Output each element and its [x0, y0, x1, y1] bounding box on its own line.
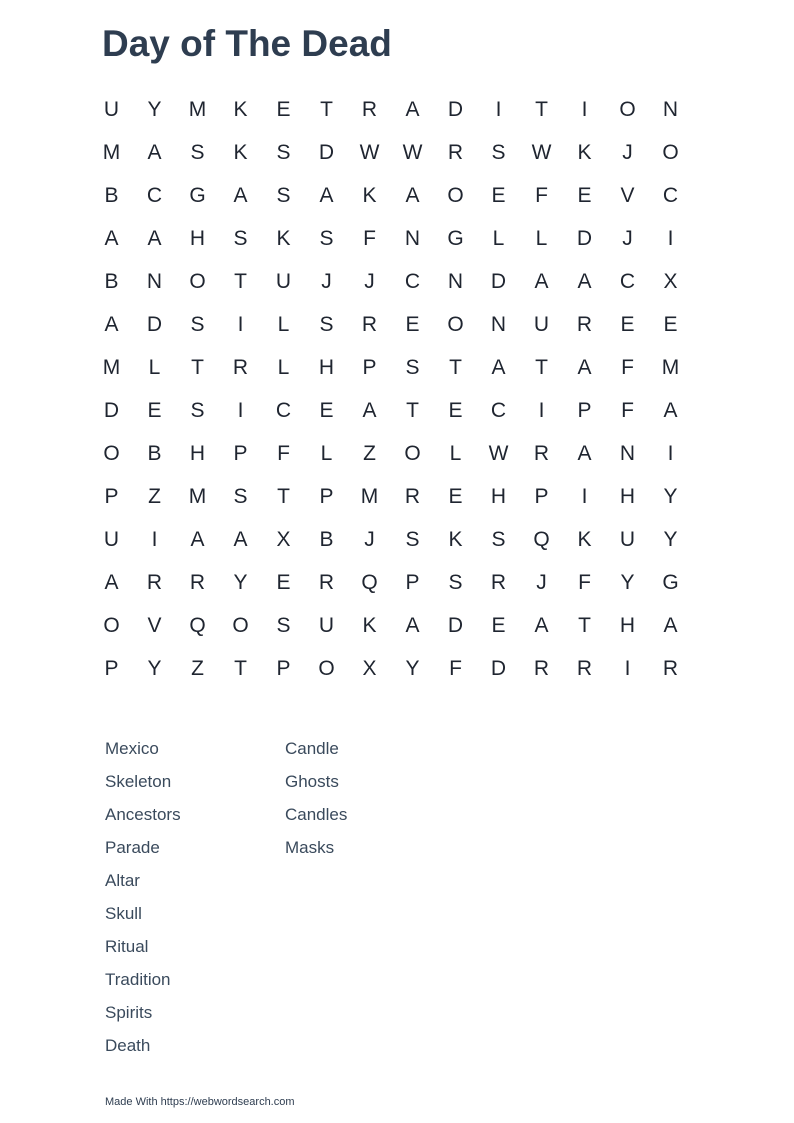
- grid-letter: T: [277, 484, 290, 508]
- grid-letter: Y: [147, 97, 162, 121]
- grid-letter: O: [404, 441, 421, 465]
- grid-letter: P: [104, 656, 119, 680]
- letter-grid: [90, 88, 692, 690]
- grid-letter: A: [233, 527, 248, 551]
- grid-row: [90, 88, 692, 131]
- grid-letter: I: [624, 656, 631, 680]
- grid-letter: R: [404, 484, 421, 508]
- grid-letter: M: [188, 484, 207, 508]
- grid-letter: R: [232, 355, 249, 379]
- grid-letter: Z: [191, 656, 204, 680]
- grid-letter: S: [319, 312, 334, 336]
- grid-letter: A: [104, 312, 119, 336]
- grid-letter: X: [276, 527, 291, 551]
- grid-letter: P: [319, 484, 334, 508]
- grid-letter: E: [491, 183, 506, 207]
- word-list-item: Candle: [285, 739, 339, 758]
- page-title: Day of The Dead: [102, 23, 392, 64]
- grid-letter: J: [622, 226, 633, 250]
- grid-letter: C: [404, 269, 421, 293]
- grid-letter: T: [234, 269, 247, 293]
- grid-letter: Q: [361, 570, 378, 594]
- grid-row: [90, 518, 692, 561]
- grid-letter: A: [147, 140, 162, 164]
- grid-letter: F: [535, 183, 548, 207]
- word-list-item: Spirits: [105, 1003, 153, 1022]
- grid-letter: O: [318, 656, 335, 680]
- grid-letter: R: [533, 441, 550, 465]
- grid-letter: I: [667, 226, 674, 250]
- grid-letter: X: [663, 269, 678, 293]
- grid-letter: T: [406, 398, 419, 422]
- grid-letter: E: [405, 312, 420, 336]
- grid-letter: I: [581, 97, 588, 121]
- grid-letter: R: [146, 570, 163, 594]
- grid-letter: E: [448, 484, 463, 508]
- grid-letter: W: [359, 140, 380, 164]
- grid-letter: S: [190, 398, 205, 422]
- grid-row: [90, 217, 692, 260]
- grid-letter: I: [538, 398, 545, 422]
- grid-letter: A: [577, 269, 592, 293]
- grid-letter: P: [577, 398, 592, 422]
- grid-letter: H: [619, 613, 636, 637]
- grid-letter: P: [362, 355, 377, 379]
- grid-letter: T: [535, 97, 548, 121]
- grid-letter: L: [320, 441, 333, 465]
- grid-letter: S: [190, 140, 205, 164]
- grid-letter: O: [447, 183, 464, 207]
- grid-letter: T: [535, 355, 548, 379]
- grid-letter: S: [405, 527, 420, 551]
- grid-letter: Y: [663, 484, 678, 508]
- grid-letter: L: [535, 226, 548, 250]
- grid-letter: C: [275, 398, 292, 422]
- grid-letter: G: [189, 183, 206, 207]
- grid-letter: R: [576, 656, 593, 680]
- grid-letter: O: [232, 613, 249, 637]
- grid-letter: K: [362, 613, 377, 637]
- grid-letter: N: [146, 269, 163, 293]
- grid-letter: I: [495, 97, 502, 121]
- grid-letter: F: [363, 226, 376, 250]
- word-list-item: Death: [105, 1036, 151, 1055]
- grid-letter: R: [533, 656, 550, 680]
- grid-letter: J: [364, 269, 375, 293]
- grid-letter: T: [320, 97, 333, 121]
- grid-letter: R: [318, 570, 335, 594]
- grid-letter: E: [276, 97, 291, 121]
- grid-letter: A: [534, 613, 549, 637]
- grid-letter: G: [662, 570, 679, 594]
- grid-letter: A: [104, 226, 119, 250]
- grid-letter: E: [620, 312, 635, 336]
- word-list-item: Tradition: [105, 970, 171, 989]
- grid-letter: H: [318, 355, 335, 379]
- grid-letter: S: [491, 527, 506, 551]
- word-list-item: Ritual: [105, 937, 149, 956]
- grid-letter: L: [492, 226, 505, 250]
- grid-letter: P: [104, 484, 119, 508]
- grid-letter: D: [490, 656, 507, 680]
- grid-letter: Y: [405, 656, 420, 680]
- grid-letter: Q: [533, 527, 550, 551]
- grid-letter: A: [104, 570, 119, 594]
- grid-letter: R: [447, 140, 464, 164]
- word-list-item: Masks: [285, 838, 335, 857]
- grid-letter: A: [405, 613, 420, 637]
- grid-letter: C: [490, 398, 507, 422]
- word-list-column-2: [285, 736, 465, 1066]
- grid-letter: A: [233, 183, 248, 207]
- grid-letter: T: [578, 613, 591, 637]
- grid-letter: S: [448, 570, 463, 594]
- grid-letter: P: [276, 656, 291, 680]
- grid-letter: D: [146, 312, 163, 336]
- word-list-item: Altar: [105, 871, 140, 890]
- grid-letter: T: [191, 355, 204, 379]
- grid-letter: S: [276, 183, 291, 207]
- grid-letter: J: [364, 527, 375, 551]
- grid-letter: D: [576, 226, 593, 250]
- grid-letter: E: [491, 613, 506, 637]
- grid-letter: N: [447, 269, 464, 293]
- grid-letter: J: [622, 140, 633, 164]
- grid-letter: W: [402, 140, 423, 164]
- grid-letter: D: [447, 613, 464, 637]
- grid-letter: D: [447, 97, 464, 121]
- word-list-item: Ghosts: [285, 772, 339, 791]
- grid-row: [90, 432, 692, 475]
- word-list-item: Ancestors: [105, 805, 181, 824]
- grid-letter: I: [151, 527, 158, 551]
- grid-letter: A: [663, 613, 678, 637]
- grid-letter: E: [663, 312, 678, 336]
- grid-letter: A: [663, 398, 678, 422]
- grid-row: [90, 475, 692, 518]
- grid-letter: L: [277, 355, 290, 379]
- grid-row: [90, 303, 692, 346]
- word-list-item: Skeleton: [105, 772, 172, 791]
- grid-letter: B: [104, 183, 119, 207]
- word-list-item: Skull: [105, 904, 142, 923]
- grid-letter: R: [662, 656, 679, 680]
- grid-letter: A: [534, 269, 549, 293]
- grid-row: [90, 604, 692, 647]
- grid-letter: C: [619, 269, 636, 293]
- grid-letter: K: [233, 140, 248, 164]
- grid-letter: L: [277, 312, 290, 336]
- grid-letter: O: [103, 613, 120, 637]
- grid-letter: K: [362, 183, 377, 207]
- grid-letter: Y: [147, 656, 162, 680]
- grid-letter: U: [103, 97, 120, 121]
- grid-letter: U: [318, 613, 335, 637]
- grid-letter: X: [362, 656, 377, 680]
- grid-letter: O: [619, 97, 636, 121]
- grid-letter: S: [190, 312, 205, 336]
- grid-letter: T: [234, 656, 247, 680]
- grid-letter: S: [276, 613, 291, 637]
- grid-letter: H: [189, 226, 206, 250]
- grid-letter: F: [578, 570, 591, 594]
- grid-letter: M: [102, 140, 121, 164]
- grid-letter: H: [490, 484, 507, 508]
- footer-credit: Made With https://webwordsearch.com: [105, 1096, 295, 1108]
- grid-letter: S: [405, 355, 420, 379]
- grid-letter: B: [147, 441, 162, 465]
- grid-letter: A: [491, 355, 506, 379]
- grid-letter: J: [321, 269, 332, 293]
- grid-letter: R: [490, 570, 507, 594]
- grid-letter: I: [237, 398, 244, 422]
- grid-letter: V: [147, 613, 162, 637]
- grid-letter: O: [103, 441, 120, 465]
- grid-letter: N: [404, 226, 421, 250]
- grid-row: [90, 260, 692, 303]
- grid-letter: Q: [189, 613, 206, 637]
- grid-letter: W: [531, 140, 552, 164]
- grid-letter: H: [619, 484, 636, 508]
- grid-letter: Y: [620, 570, 635, 594]
- word-list-item: Candles: [285, 805, 348, 824]
- grid-letter: F: [277, 441, 290, 465]
- grid-letter: A: [147, 226, 162, 250]
- grid-letter: I: [237, 312, 244, 336]
- grid-letter: V: [620, 183, 635, 207]
- grid-letter: U: [103, 527, 120, 551]
- grid-letter: O: [447, 312, 464, 336]
- grid-letter: A: [577, 441, 592, 465]
- grid-letter: D: [318, 140, 335, 164]
- grid-letter: E: [276, 570, 291, 594]
- grid-row: [90, 346, 692, 389]
- grid-letter: M: [661, 355, 680, 379]
- grid-letter: S: [276, 140, 291, 164]
- grid-letter: S: [233, 484, 248, 508]
- grid-letter: A: [319, 183, 334, 207]
- grid-row: [90, 647, 692, 690]
- grid-letter: A: [405, 97, 420, 121]
- grid-letter: M: [360, 484, 379, 508]
- grid-letter: A: [577, 355, 592, 379]
- grid-letter: A: [190, 527, 205, 551]
- grid-letter: B: [104, 269, 119, 293]
- grid-letter: D: [103, 398, 120, 422]
- word-list-item: Parade: [105, 838, 160, 857]
- grid-letter: K: [577, 140, 592, 164]
- grid-letter: R: [361, 97, 378, 121]
- grid-letter: R: [576, 312, 593, 336]
- grid-letter: E: [319, 398, 334, 422]
- grid-row: [90, 389, 692, 432]
- grid-letter: Z: [148, 484, 161, 508]
- grid-letter: K: [577, 527, 592, 551]
- grid-letter: R: [361, 312, 378, 336]
- grid-letter: D: [490, 269, 507, 293]
- grid-letter: N: [662, 97, 679, 121]
- grid-letter: I: [581, 484, 588, 508]
- grid-letter: U: [275, 269, 292, 293]
- grid-letter: M: [188, 97, 207, 121]
- grid-letter: S: [233, 226, 248, 250]
- grid-letter: I: [667, 441, 674, 465]
- grid-row: [90, 174, 692, 217]
- grid-letter: M: [102, 355, 121, 379]
- grid-letter: F: [449, 656, 462, 680]
- grid-letter: L: [148, 355, 161, 379]
- grid-letter: L: [449, 441, 462, 465]
- grid-letter: U: [533, 312, 550, 336]
- grid-letter: Y: [233, 570, 248, 594]
- grid-letter: S: [319, 226, 334, 250]
- grid-letter: E: [448, 398, 463, 422]
- grid-letter: K: [233, 97, 248, 121]
- grid-letter: O: [189, 269, 206, 293]
- grid-letter: P: [233, 441, 248, 465]
- grid-letter: S: [491, 140, 506, 164]
- grid-row: [90, 561, 692, 604]
- grid-letter: K: [448, 527, 463, 551]
- grid-letter: N: [490, 312, 507, 336]
- word-list-column-1: [105, 736, 285, 1066]
- grid-letter: G: [447, 226, 464, 250]
- grid-letter: C: [662, 183, 679, 207]
- grid-letter: B: [319, 527, 334, 551]
- grid-letter: T: [449, 355, 462, 379]
- grid-letter: A: [362, 398, 377, 422]
- grid-letter: P: [405, 570, 420, 594]
- grid-letter: H: [189, 441, 206, 465]
- grid-row: [90, 131, 692, 174]
- grid-letter: E: [577, 183, 592, 207]
- grid-letter: K: [276, 226, 291, 250]
- grid-letter: O: [662, 140, 679, 164]
- grid-letter: Z: [363, 441, 376, 465]
- grid-letter: F: [621, 398, 634, 422]
- grid-letter: F: [621, 355, 634, 379]
- grid-letter: A: [405, 183, 420, 207]
- word-list-item: Mexico: [105, 739, 159, 758]
- grid-letter: J: [536, 570, 547, 594]
- grid-letter: R: [189, 570, 206, 594]
- grid-letter: U: [619, 527, 636, 551]
- grid-letter: W: [488, 441, 509, 465]
- grid-letter: N: [619, 441, 636, 465]
- grid-letter: Y: [663, 527, 678, 551]
- grid-letter: C: [146, 183, 163, 207]
- grid-letter: E: [147, 398, 162, 422]
- grid-letter: P: [534, 484, 549, 508]
- word-list: [105, 736, 465, 1066]
